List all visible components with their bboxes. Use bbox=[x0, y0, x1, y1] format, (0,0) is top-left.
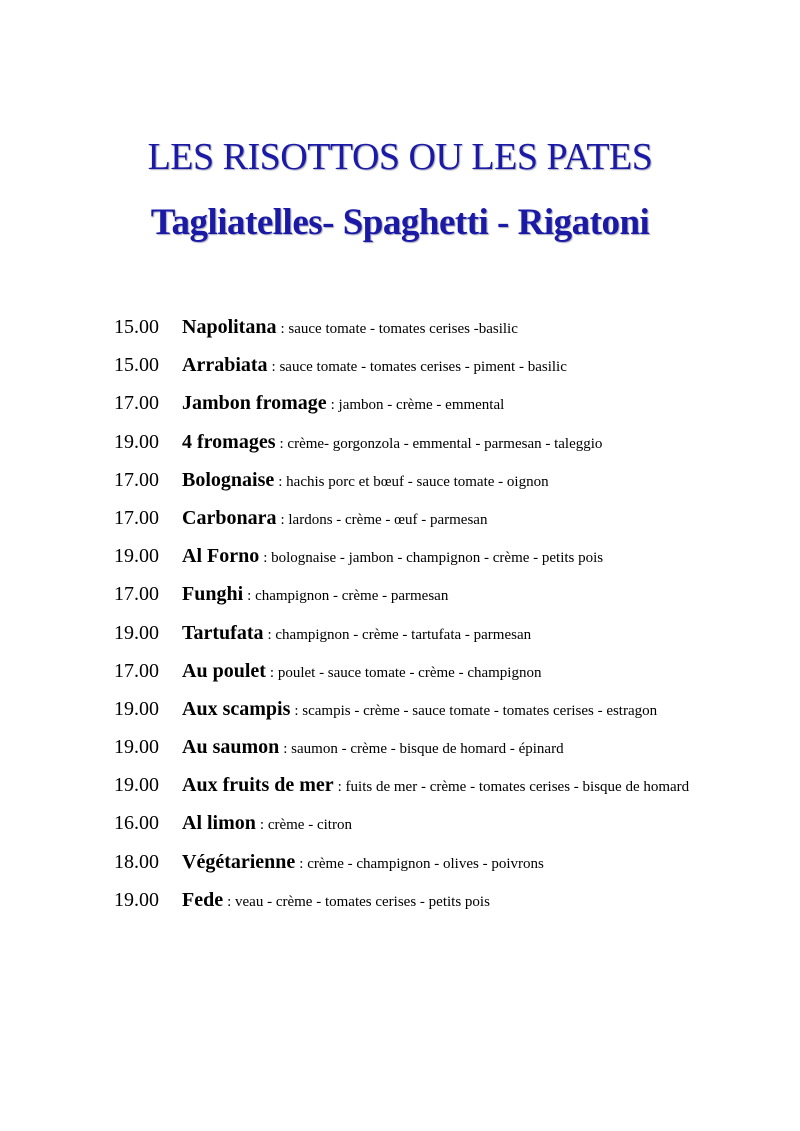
item-description: : champignon - crème - tartufata - parmesan bbox=[267, 626, 532, 643]
item-name: Aux scampis bbox=[182, 697, 291, 720]
item-name: Napolitana bbox=[182, 316, 277, 338]
item-price: 17.00 bbox=[114, 583, 159, 606]
item-price: 17.00 bbox=[114, 506, 159, 529]
item-price: 19.00 bbox=[114, 736, 159, 759]
item-name: Fede bbox=[182, 888, 224, 911]
menu-item bbox=[114, 851, 774, 889]
menu-item bbox=[114, 774, 774, 812]
item-name: Bolognaise bbox=[182, 468, 275, 491]
item-price: 15.00 bbox=[114, 354, 159, 377]
item-description: : bolognaise - jambon - champignon - crème - petits pois bbox=[263, 550, 604, 567]
item-description: : veau - crème - tomates cerises - petits pois bbox=[227, 893, 490, 910]
item-description: : crème - citron bbox=[259, 817, 352, 834]
menu-item bbox=[114, 698, 774, 736]
item-price: 16.00 bbox=[114, 812, 159, 835]
item-description: : saumon - crème - bisque de homard - épinard bbox=[283, 741, 564, 758]
item-name: Aux fruits de mer bbox=[182, 774, 334, 797]
menu-item bbox=[114, 431, 774, 469]
item-name: 4 fromages bbox=[182, 430, 276, 453]
item-price: 17.00 bbox=[114, 392, 159, 415]
item-price: 19.00 bbox=[114, 545, 159, 568]
item-price: 17.00 bbox=[114, 468, 159, 491]
item-description: : sauce tomate - tomates cerises - piment - basilic bbox=[271, 359, 567, 376]
item-name: Carbonara bbox=[182, 506, 277, 529]
item-description: : poulet - sauce tomate - crème - champignon bbox=[269, 664, 542, 681]
item-name: Al Forno bbox=[182, 545, 260, 568]
menu-item bbox=[114, 354, 774, 392]
item-description: : fuits de mer - crème - tomates cerises - bisque de homard bbox=[337, 779, 690, 796]
menu-item bbox=[114, 736, 774, 774]
page-subtitle: Tagliatelles- Spaghetti - Rigatoni bbox=[150, 201, 650, 243]
item-name: Al limon bbox=[182, 812, 256, 835]
item-price: 19.00 bbox=[114, 774, 159, 797]
menu-list bbox=[114, 316, 774, 927]
item-description: : jambon - crème - emmental bbox=[330, 397, 505, 414]
item-name: Tartufata bbox=[182, 621, 264, 644]
page-title: LES RISOTTOS OU LES PATES bbox=[147, 136, 653, 179]
item-name: Arrabiata bbox=[182, 354, 268, 377]
menu-item bbox=[114, 812, 774, 850]
item-price: 19.00 bbox=[114, 430, 159, 453]
item-price: 19.00 bbox=[114, 621, 159, 644]
menu-item bbox=[114, 392, 774, 430]
item-name: Végétarienne bbox=[182, 850, 296, 873]
item-description: : lardons - crème - œuf - parmesan bbox=[280, 511, 488, 528]
item-price: 18.00 bbox=[114, 850, 159, 873]
item-description: : hachis porc et bœuf - sauce tomate - oignon bbox=[278, 473, 549, 490]
item-price: 15.00 bbox=[114, 316, 159, 338]
item-description: : crème- gorgonzola - emmental - parmesan - taleggio bbox=[279, 435, 603, 452]
item-name: Jambon fromage bbox=[182, 392, 327, 415]
item-description: : sauce tomate - tomates cerises -basilic bbox=[280, 321, 518, 337]
menu-item bbox=[114, 889, 774, 927]
item-price: 19.00 bbox=[114, 888, 159, 911]
menu-item bbox=[114, 583, 774, 621]
item-price: 19.00 bbox=[114, 697, 159, 720]
menu-item bbox=[114, 507, 774, 545]
menu-item bbox=[114, 545, 774, 583]
item-name: Funghi bbox=[182, 583, 244, 606]
menu-item bbox=[114, 469, 774, 507]
menu-item bbox=[114, 622, 774, 660]
item-price: 17.00 bbox=[114, 659, 159, 682]
item-description: : champignon - crème - parmesan bbox=[247, 588, 449, 605]
item-name: Au poulet bbox=[182, 659, 266, 682]
item-description: : scampis - crème - sauce tomate - tomates cerises - estragon bbox=[294, 702, 658, 719]
menu-item bbox=[114, 316, 774, 354]
item-name: Au saumon bbox=[182, 736, 280, 759]
menu-item bbox=[114, 660, 774, 698]
item-description: : crème - champignon - olives - poivrons bbox=[299, 855, 544, 872]
